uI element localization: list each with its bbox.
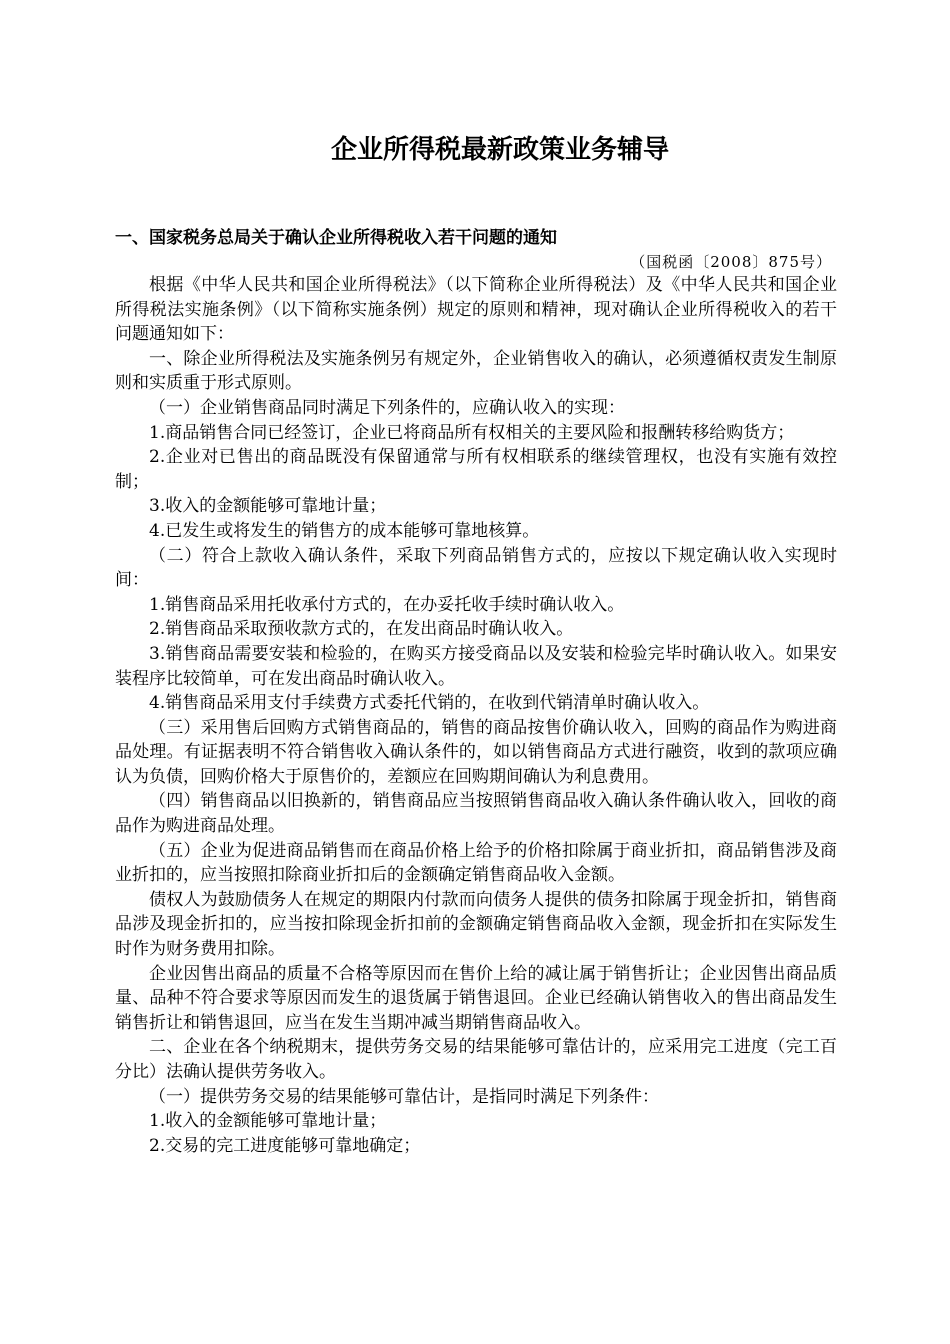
body-paragraph: （二）符合上款收入确认条件，采取下列商品销售方式的，应按以下规定确认收入实现时间： bbox=[115, 545, 837, 591]
document-title: 企业所得税最新政策业务辅导 bbox=[330, 135, 669, 165]
body-paragraph: 债权人为鼓励债务人在规定的期限内付款而向债务人提供的债务扣除属于现金折扣，销售商品涉及现金折扣的，应当按扣除现金折扣前的金额确定销售商品收入金额，现金折扣在实际发生时作为财务费用扣除。 bbox=[115, 889, 837, 960]
body-paragraph: 企业因售出商品的质量不合格等原因而在售价上给的减让属于销售折让；企业因售出商品质量、品种不符合要求等原因而发生的退货属于销售退回。企业已经确认销售收入的售出商品发生销售折让和销售退回，应当在发生当期冲减当期销售商品收入。 bbox=[115, 963, 837, 1033]
body-paragraph: 4.已发生或将发生的销售方的成本能够可靠地核算。 bbox=[149, 520, 540, 541]
body-paragraph: 2.交易的完工进度能够可靠地确定； bbox=[149, 1135, 421, 1156]
body-paragraph: 1.收入的金额能够可靠地计量； bbox=[149, 1111, 387, 1132]
section-heading: 一、国家税务总局关于确认企业所得税收入若干问题的通知 bbox=[115, 228, 557, 248]
body-paragraph: 根据《中华人民共和国企业所得税法》（以下简称企业所得税法）及《中华人民共和国企业所得税法实施条例》（以下简称实施条例）规定的原则和精神，现对确认企业所得税收入的若干问题通知如下： bbox=[115, 275, 837, 345]
body-paragraph: （三）采用售后回购方式销售商品的，销售的商品按售价确认收入，回购的商品作为购进商品处理。有证据表明不符合销售收入确认条件的，如以销售商品方式进行融资，收到的款项应确认为负债，回购价格大于原售价的，差额应在回购期间确认为利息费用。 bbox=[115, 717, 837, 787]
document-body bbox=[115, 273, 837, 1158]
document-reference-number: （国税函〔2008〕875号） bbox=[630, 253, 832, 271]
body-paragraph: 3.收入的金额能够可靠地计量； bbox=[149, 496, 387, 517]
body-paragraph: （一）企业销售商品同时满足下列条件的，应确认收入的实现： bbox=[149, 397, 625, 418]
body-paragraph: （一）提供劳务交易的结果能够可靠估计，是指同时满足下列条件： bbox=[149, 1086, 659, 1107]
body-paragraph: （五）企业为促进商品销售而在商品价格上给予的价格扣除属于商业折扣，商品销售涉及商业折扣的，应当按照扣除商业折扣后的金额确定销售商品收入金额。 bbox=[115, 840, 837, 886]
body-paragraph: 2.销售商品采取预收款方式的，在发出商品时确认收入。 bbox=[149, 619, 574, 640]
body-paragraph: 1.销售商品采用托收承付方式的，在办妥托收手续时确认收入。 bbox=[149, 594, 625, 615]
body-paragraph: 4.销售商品采用支付手续费方式委托代销的，在收到代销清单时确认收入。 bbox=[149, 693, 710, 714]
body-paragraph: 1.商品销售合同已经签订，企业已将商品所有权相关的主要风险和报酬转移给购货方； bbox=[149, 422, 795, 443]
body-paragraph: 二、企业在各个纳税期末，提供劳务交易的结果能够可靠估计的，应采用完工进度（完工百分比）法确认提供劳务收入。 bbox=[115, 1037, 837, 1082]
body-paragraph: 3.销售商品需要安装和检验的，在购买方接受商品以及安装和检验完毕时确认收入。如果安装程序比较简单，可在发出商品时确认收入。 bbox=[115, 643, 837, 689]
body-paragraph: （四）销售商品以旧换新的，销售商品应当按照销售商品收入确认条件确认收入，回收的商品作为购进商品处理。 bbox=[115, 791, 837, 837]
body-paragraph: 一、除企业所得税法及实施条例另有规定外，企业销售收入的确认，必须遵循权责发生制原则和实质重于形式原则。 bbox=[115, 348, 837, 394]
body-paragraph: 2.企业对已售出的商品既没有保留通常与所有权相联系的继续管理权，也没有实施有效控制； bbox=[115, 447, 837, 492]
